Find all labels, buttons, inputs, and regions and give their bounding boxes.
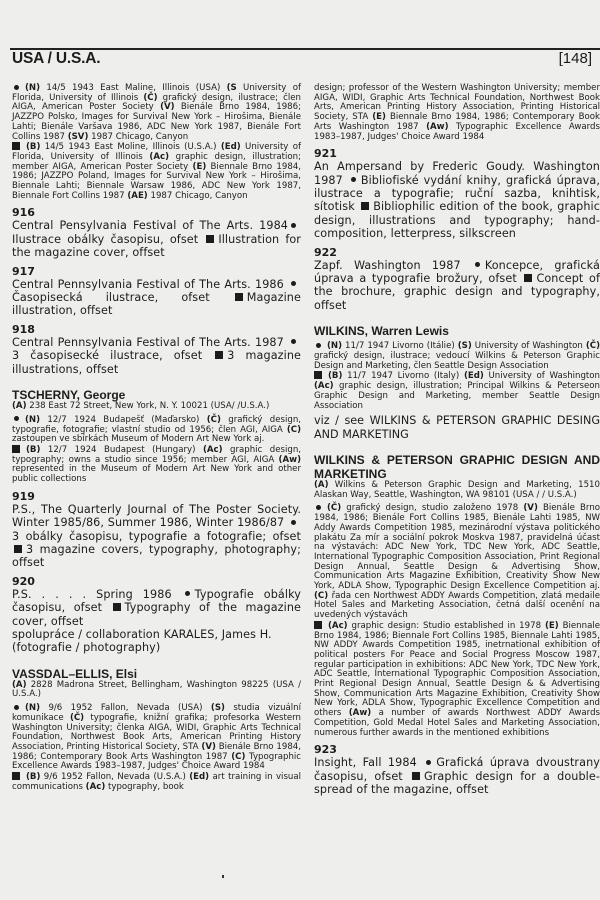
birth-text: 9/6 1952 Fallon, Nevada (USA)	[48, 703, 203, 714]
label-ac: (Ac)	[202, 444, 223, 455]
awards-text: Typographic Excellence Awards 1983–1987, Judges' Choice Award 1984	[12, 751, 302, 772]
square-english-icon	[206, 235, 214, 243]
work-cz: Časopisecká ilustrace, ofset	[12, 291, 210, 305]
page-number: [148]	[558, 50, 592, 67]
awards-text: Typographic Excellence Awards 1983–1987, Judges' Choice Award 1984	[314, 121, 600, 142]
work-title: An Ampersand by Frederic Goudy. Washington 1987	[314, 160, 600, 187]
entry-number: 923	[314, 743, 337, 757]
address	[12, 681, 301, 700]
bullet-czech-icon	[316, 505, 321, 510]
label-b: (B)	[26, 772, 41, 783]
print-speck	[222, 875, 224, 878]
birth-text: 11/7 1947 Livorno (Itálie)	[345, 341, 455, 352]
bio-en	[314, 371, 600, 411]
birth-text: 11/7 1947 Livorno (Italy)	[347, 371, 460, 382]
activity-text: graphic design, typography; owns a studio since 1956; member AGI, AIGA	[12, 444, 302, 465]
work-en: Illustration for the magazine cover, offset	[12, 232, 302, 260]
label-awards: (C)	[231, 751, 246, 762]
square-english-icon	[412, 772, 420, 780]
bio-cz	[314, 342, 600, 371]
exhibitions-text: Biennale Brno 1984, 1986; Contemporary Book Arts Washington 1987	[314, 112, 600, 132]
bio-en-continued	[314, 84, 600, 142]
bullet-czech-icon	[426, 760, 431, 765]
square-english-icon	[524, 274, 532, 282]
label-awards: (C)	[314, 590, 329, 601]
square-english-icon	[12, 445, 20, 453]
bullet-czech-icon	[291, 223, 296, 228]
work-title: Insight, Fall 1984	[314, 756, 417, 770]
label-aw: (Aw)	[426, 121, 449, 132]
work-en: Typography of the magazine cover, offset	[12, 601, 302, 628]
label-e: (E)	[192, 161, 207, 172]
activity-text: graphic design: Studio established in 1978	[351, 620, 542, 631]
work-entry-921	[314, 147, 600, 240]
work-entry-918	[12, 323, 301, 376]
work-description	[314, 259, 600, 313]
label-v: (V)	[523, 503, 538, 514]
work-title: Zapf. Washington 1987	[314, 258, 461, 272]
education-text: University of Washington	[488, 371, 600, 382]
work-entry-919	[12, 490, 301, 570]
work-description	[12, 588, 301, 628]
label-ac: (Ac)	[314, 381, 334, 392]
work-cz: Ilustrace obálky časopisu, ofset	[12, 232, 199, 246]
work-cz: Typografie obálky časopisu, ofset	[12, 587, 302, 615]
label-e: (E)	[372, 112, 386, 123]
label-c: (Č)	[327, 503, 342, 514]
awards-text: řada cen Northwest ADDY Awards Competition, zlatá medaile Hotel Sales and Marketing Association, četná další ocenění na uvedených výstavách	[314, 590, 600, 621]
bullet-czech-icon	[316, 343, 321, 348]
bullet-czech-icon	[351, 177, 356, 182]
bio-cz	[12, 84, 301, 142]
work-en: Concept of the brochure, graphic design and typography, offset	[314, 272, 600, 312]
page-header	[12, 50, 592, 68]
bullet-czech-icon	[291, 281, 296, 286]
square-english-icon	[314, 371, 322, 379]
work-title: Central Pennsylvania Festival of The Arts. 1987	[12, 335, 284, 349]
exhibitions-text: Bienále Brno 1984, 1986; Contemporary Book Arts Washington 1987	[12, 742, 301, 762]
bio-cz	[12, 704, 301, 772]
right-column	[314, 84, 600, 797]
work-entry-917	[12, 265, 301, 318]
entry-number: 921	[314, 147, 337, 161]
solo-text: 1987 Chicago, Canyon	[91, 131, 189, 142]
label-c: (Č)	[585, 341, 600, 352]
label-a: (A)	[12, 679, 27, 690]
study-text: studia vizuální komunikace	[12, 703, 302, 723]
work-entry-922	[314, 246, 600, 313]
entry-number: 916	[12, 206, 35, 220]
career-text: grafický design, typografie, fotografie; vlastní studio od 1956; člen AGI, AIGA	[12, 414, 301, 435]
work-title: P.S., The Quarterly Journal of The Poster Society. Winter 1985/86, Summer 1986, Winter 1986/87	[12, 502, 301, 530]
label-c: (Č)	[206, 414, 221, 425]
square-english-icon	[113, 603, 121, 611]
label-n: (N)	[327, 341, 343, 352]
work-title: Central Pennsylvania Festival of The Arts. 1986	[12, 277, 284, 291]
bullet-czech-icon	[185, 591, 190, 596]
label-n: (N)	[25, 703, 41, 714]
activity-text: graphic design, illustration; Principal Wilkins & Peterseon Graphic Design and Marketing, member Seattle Design Association	[314, 381, 600, 411]
square-english-icon	[235, 293, 243, 301]
label-v: (V)	[160, 102, 175, 113]
work-cz: Bibliofiské vydání knihy, grafická úprava, ilustrace a typografie; ruční sazba, knihtisk, sítotisk	[314, 173, 600, 214]
label-ed: (Ed)	[463, 371, 484, 382]
work-cz: 3 obálky časopisu, typografie a fotografie; ofset	[12, 529, 301, 543]
label-ac: (Ac)	[85, 781, 106, 792]
label-aw: (Aw)	[348, 708, 372, 719]
label-v: (V)	[201, 742, 216, 752]
label-ed: (Ed)	[220, 142, 241, 153]
exhibitions-text: Biennale Brno 1984, 1986; JAZZPO Poland, Images for Survival New York – Hirošima, Biennale Lahti; Biennale Warsaw 1986, ADC New York 1987, Biennale Fort Collins 1987	[12, 161, 302, 201]
work-en: Magazine illustration, offset	[12, 291, 301, 318]
exhibitions-text: Bienále Brno 1984, 1986; JAZZPO Polsko, Images for Survival New York – Hirošima, Bienále Lahti; Bienále Varšava 1986, ADC New York 1987, Bienále Fort Collins 1987	[12, 102, 301, 142]
square-english-icon	[215, 351, 223, 359]
bullet-czech-icon	[291, 520, 296, 525]
left-column	[12, 84, 301, 793]
label-n: (N)	[25, 83, 41, 93]
label-ae: (AE)	[127, 190, 148, 201]
label-e: (E)	[544, 620, 559, 631]
activity-text: typography, book	[108, 781, 184, 792]
label-b: (B)	[26, 142, 41, 153]
label-c: (Č)	[143, 92, 158, 103]
bio-cz	[314, 504, 600, 620]
birth-text: 9/6 1952 Fallon, Nevada (U.S.A.)	[43, 772, 186, 783]
label-a: (A)	[12, 401, 27, 412]
studio-name: WILKINS & PETERSON GRAPHIC DESIGN AND MARKETING	[314, 453, 600, 482]
work-description	[12, 503, 301, 570]
entry-number: 917	[12, 264, 35, 278]
work-cz: 3 časopisecké ilustrace, ofset	[12, 349, 203, 363]
birth-text: 12/7 1924 Budapest (Hungary)	[47, 444, 196, 455]
label-s: (S)	[457, 341, 472, 352]
bio-en	[12, 445, 301, 485]
work-cz: Koncepce, grafická úprava a typografie brožury, ofset	[314, 258, 600, 286]
work-description	[12, 219, 301, 259]
cross-reference[interactable]	[314, 414, 600, 441]
birth-text: 12/7 1924 Budapešť (Maďarsko)	[47, 414, 200, 425]
see-prefix: viz / see	[314, 414, 365, 428]
square-english-icon	[12, 772, 20, 780]
work-title: Central Pensylvania Festival of The Arts. 1984	[12, 219, 288, 233]
work-en: 3 magazine covers, typography, photography; offset	[12, 542, 301, 570]
collaboration-note: spolupráce / collaboration KARALES, James H. (fotografie / photography)	[12, 627, 272, 655]
work-entry-916	[12, 206, 301, 259]
exhibitions-text: Biennale Brno 1984, 1986; Biennale Fort Collins 1985, Biennale Lahti 1985, NW ADDY Awards Competition 1985, inetrnational exhibition of political posters For Peace and Social Progress Moscow 1987, regular participation in exhibitions: ADC New York, TDC New York, ADC Seattle, International Typographic Composition Association, Print Regional Design Annual, Seattle Design & & Advertising Show, Communication Arts Magazine Exhibition, Creativity Show New York, ADLA Show, Typographic Excellence Competition and others	[314, 620, 600, 719]
bio-cz	[12, 416, 301, 445]
bullet-czech-icon	[14, 85, 19, 90]
exhibitions-text: Bienále Brno 1984, 1986; Bienále Fort Collins 1985, Bienále Lahti 1985, NW Addy Awards Competition 1985, mezinárodní výstava politického plakátu Za mír a sociální pokrok Moskva 1987, pravidelná účast na výstavách: ADC New York, TDC New York, ADC Seattle, International Typographic Composition Association, Print Regional Design Annual, Seattle Design & Advertising Show, Communication Arts Magazine Exhibition, Creativity Show New York, ADLA Show, Typographic Design Excellence Competition aj.	[314, 503, 600, 592]
awards-text: represented in the Museum of Modern Art New York and other public collections	[12, 464, 301, 485]
collections-text: zastoupen ve sbírkách Museum of Modern Art New York aj.	[12, 434, 265, 445]
bullet-czech-icon	[14, 416, 19, 421]
work-en: Bibliophilic edition of the book, graphic design, illustrations and typography; hand-composition, letterpress, silkscreen	[314, 200, 600, 241]
career-text: grafický design, ilustrace; vedoucí Wilkins & Peterson Graphic Design and Marketing, člen Seattle Design Association	[314, 350, 600, 371]
label-ac: (Ac)	[328, 620, 348, 631]
awards-text: a number of awards Northwest ADDY Awards Competition, Gold Medal Hotel Sales and Marketing Association, numerous further awards in the mentioned exhibitions	[314, 708, 600, 738]
address	[12, 402, 301, 412]
label-aw: (Aw)	[278, 454, 301, 465]
address-text: Wilkins & Peterson Graphic Design and Marketing, 1510 Alaskan Way, Seattle, Washington, WA 98101 (USA / / U.S.A.)	[314, 480, 600, 500]
bullet-czech-icon	[475, 262, 480, 267]
work-description	[12, 278, 301, 318]
bio-en	[12, 772, 301, 792]
work-en: 3 magazine illustrations, offset	[12, 349, 302, 376]
career-text: grafický design, ilustrace; člen AIGA, American Poster Society	[12, 92, 302, 113]
study-text: University of Florida, University of Illinois	[12, 83, 301, 103]
square-english-icon	[12, 142, 20, 150]
address-text: 2828 Madrona Street, Bellingham, Washington 98225 (USA / U.S.A.)	[12, 679, 301, 700]
entry-number: 918	[12, 322, 35, 336]
label-s: (S)	[210, 703, 225, 714]
work-description	[314, 160, 600, 240]
label-n: (N)	[25, 414, 41, 425]
label-c: (Č)	[69, 712, 85, 723]
square-english-icon	[314, 621, 322, 629]
entry-number: 919	[12, 489, 35, 503]
work-en: Graphic design for a double-spread of the magazine, offset	[314, 769, 600, 797]
designer-name: TSCHERNY, George	[12, 388, 126, 403]
label-collections: (C)	[286, 424, 302, 435]
work-entry-923	[314, 743, 600, 796]
bullet-czech-icon	[291, 339, 296, 344]
career-text: typografie, knižní grafika; profesorka Western Washington University; členka AIGA, WIDI, Graphic Arts Technical Foundation, Northwest Book Arts, American Printing History Association, Printing Historical Society, STA	[12, 712, 301, 752]
label-ed: (Ed)	[189, 772, 210, 783]
career-text: grafický design, studio založeno 1978	[346, 503, 519, 514]
entry-number: 922	[314, 245, 337, 259]
birth-text: 14/5 1943 East Maline, Illinois (USA)	[46, 83, 221, 93]
education-text: University of Florida, University of Illinois	[12, 142, 301, 162]
education-text: art training in visual communications	[12, 772, 302, 792]
work-cz: Grafická úprava dvoustrany časopisu, ofset	[314, 756, 600, 783]
bio-en	[12, 142, 301, 201]
address	[314, 481, 600, 500]
label-b: (B)	[328, 371, 343, 382]
birth-text: 14/5 1943 East Moline, Illinois (U.S.A.)	[44, 142, 217, 153]
designer-name: VASSDAL–ELLIS, Elsi	[12, 666, 138, 681]
see-target[interactable]: WILKINS & PETERSON GRAPHIC DESING AND MARKETING	[314, 414, 600, 441]
label-sv: (SV)	[67, 131, 89, 142]
work-description	[314, 756, 600, 796]
label-ac: (Ac)	[149, 151, 169, 162]
page-title: USA / U.S.A.	[12, 50, 101, 67]
entry-number: 920	[12, 574, 35, 588]
solo-text: 1987 Chicago, Canyon	[150, 190, 248, 201]
square-english-icon	[361, 202, 369, 210]
study-text: University of Washington	[474, 341, 583, 352]
work-entry-920	[12, 575, 301, 655]
address-text: 238 East 72 Street, New York, N. Y. 10021 (USA/ /U.S.A.)	[29, 401, 270, 412]
designer-name: WILKINS, Warren Lewis	[314, 324, 449, 339]
activity-text: design; professor of the Western Washington University; member AIGA, WIDI, Graphic Arts Technical Foundation, Northwest Book Arts, American Printing History Association, Printing Historical Society, STA	[314, 83, 600, 123]
square-english-icon	[14, 545, 22, 553]
work-description	[12, 336, 301, 376]
label-a: (A)	[314, 480, 329, 491]
work-title: P.S. . . . . Spring 1986	[12, 587, 172, 601]
label-b: (B)	[26, 444, 41, 455]
bio-en	[314, 621, 600, 738]
bullet-czech-icon	[14, 705, 19, 710]
activity-text: graphic design, illustration; member AIGA, American Poster Society	[12, 151, 302, 172]
label-s: (S	[226, 83, 237, 93]
